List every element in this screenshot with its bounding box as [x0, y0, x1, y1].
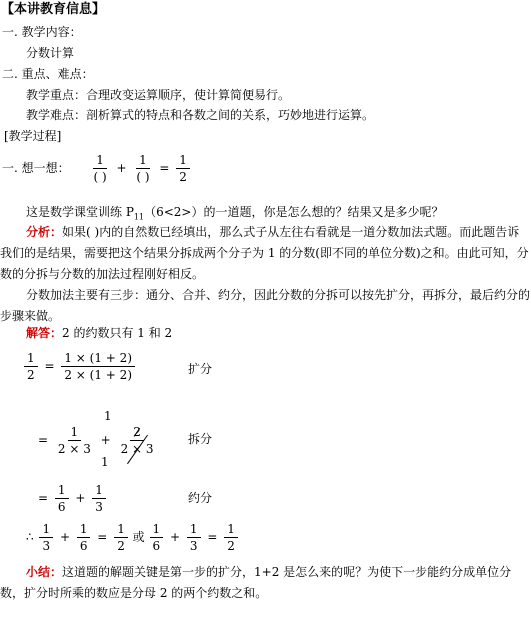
fraction: $\frac{1}{2 \times 3}$: [57, 425, 91, 456]
fraction: $\frac{1}{( )}$: [136, 153, 150, 184]
teaching-content-label: 一. 教学内容：: [2, 25, 82, 39]
fraction: $\frac{1}{6}$: [55, 482, 69, 515]
teaching-difficulty: 教学难点：剖析算式的特点和各数之间的关系，巧妙地进行运算。: [26, 108, 375, 122]
split-note: 拆分: [188, 432, 213, 446]
cancel-over: 1: [104, 409, 112, 423]
fraction: $\frac{1}{2}$: [114, 521, 128, 554]
answer-label: 解答: [26, 326, 51, 340]
focus-difficulty-label: 二. 重点、难点：: [2, 67, 94, 81]
result-equation: ∴ $\frac{1}{3}$ + $\frac{1}{6}$ = $\frac{1}{2}$ 或 $\frac{1}{6}$ + $\frac{1}{3}$ = $\frac{1}{2}$: [26, 521, 238, 554]
think-equation: 一. 想一想： $\frac{1}{( )}$ + $\frac{1}{( )}$ = $\frac{1}{2}$: [2, 152, 190, 185]
expand-note: 扩分: [188, 362, 213, 376]
reduce-step: = $\frac{1}{6}$ + $\frac{1}{3}$: [38, 482, 106, 515]
teaching-content-text: 分数计算: [26, 46, 75, 60]
section-header: 【本讲教育信息】: [1, 2, 106, 17]
teaching-focus: 教学重点：合理改变运算顺序，使计算简便易行。: [26, 88, 291, 102]
cancel-under: 1: [101, 455, 109, 469]
answer-line: 解答：2 的约数只有 1 和 2: [26, 326, 173, 340]
exercise-reference: 这是数学课堂训练 $P_{11}(6<2>)$的一道题，你是怎么想的？结果又是多少呢？: [26, 205, 444, 222]
steps-paragraph: 分数加法主要有三步：通分、合并、约分，因此分数的分拆可以按先扩分，再拆分，最后约分的步骤来做。: [0, 288, 531, 323]
summary-label: 小结: [26, 565, 51, 579]
fraction: $\frac{1 \times (1 + 2)}{2 \times (1 + 2)}$: [61, 350, 135, 383]
fraction: $\frac{1}{( )}$: [93, 153, 107, 184]
think-label: 一. 想一想：: [2, 161, 70, 175]
reduce-note: 约分: [188, 491, 213, 505]
fraction: $\frac{1}{6}$: [77, 521, 91, 554]
process-label: [教学过程]: [4, 129, 62, 143]
split-step: = $\frac{1}{2 \times 3}$ + $\frac{2}{2 \times 3}$: [38, 424, 157, 457]
fraction: $\frac{2}{2 \times 3}$: [120, 425, 154, 456]
fraction: $\frac{1}{3}$: [39, 521, 53, 554]
fraction: $\frac{1}{2}$: [224, 521, 238, 554]
summary-paragraph: 小结：这道题的解题关键是第一步的扩分，1+2 是怎么来的呢？为使下一步能约分成单位分数，扩分时所乘的数应是分母 2 的两个约数之和。: [0, 565, 512, 600]
expand-step: $\frac{1}{2}$ = $\frac{1 \times (1 + 2)}{2 \times (1 + 2)}$: [24, 350, 135, 383]
analysis-label: 分析: [26, 225, 51, 239]
fraction: $\frac{1}{2}$: [176, 152, 190, 185]
fraction: $\frac{1}{3}$: [187, 521, 201, 554]
fraction: $\frac{1}{6}$: [150, 521, 164, 554]
fraction: $\frac{1}{2}$: [24, 350, 38, 383]
fraction: $\frac{1}{3}$: [92, 482, 106, 515]
analysis-paragraph: 分析：如果( )内的自然数已经填出，那么式子从左往右看就是一道分数加法式题。而此题告诉我们的是结果，需要把这个结果分拆成两个分子为 1 的分数(即不同的单位分数)之和。由此可知，分数的分拆与分数的加法过程刚好相反。: [0, 225, 529, 281]
